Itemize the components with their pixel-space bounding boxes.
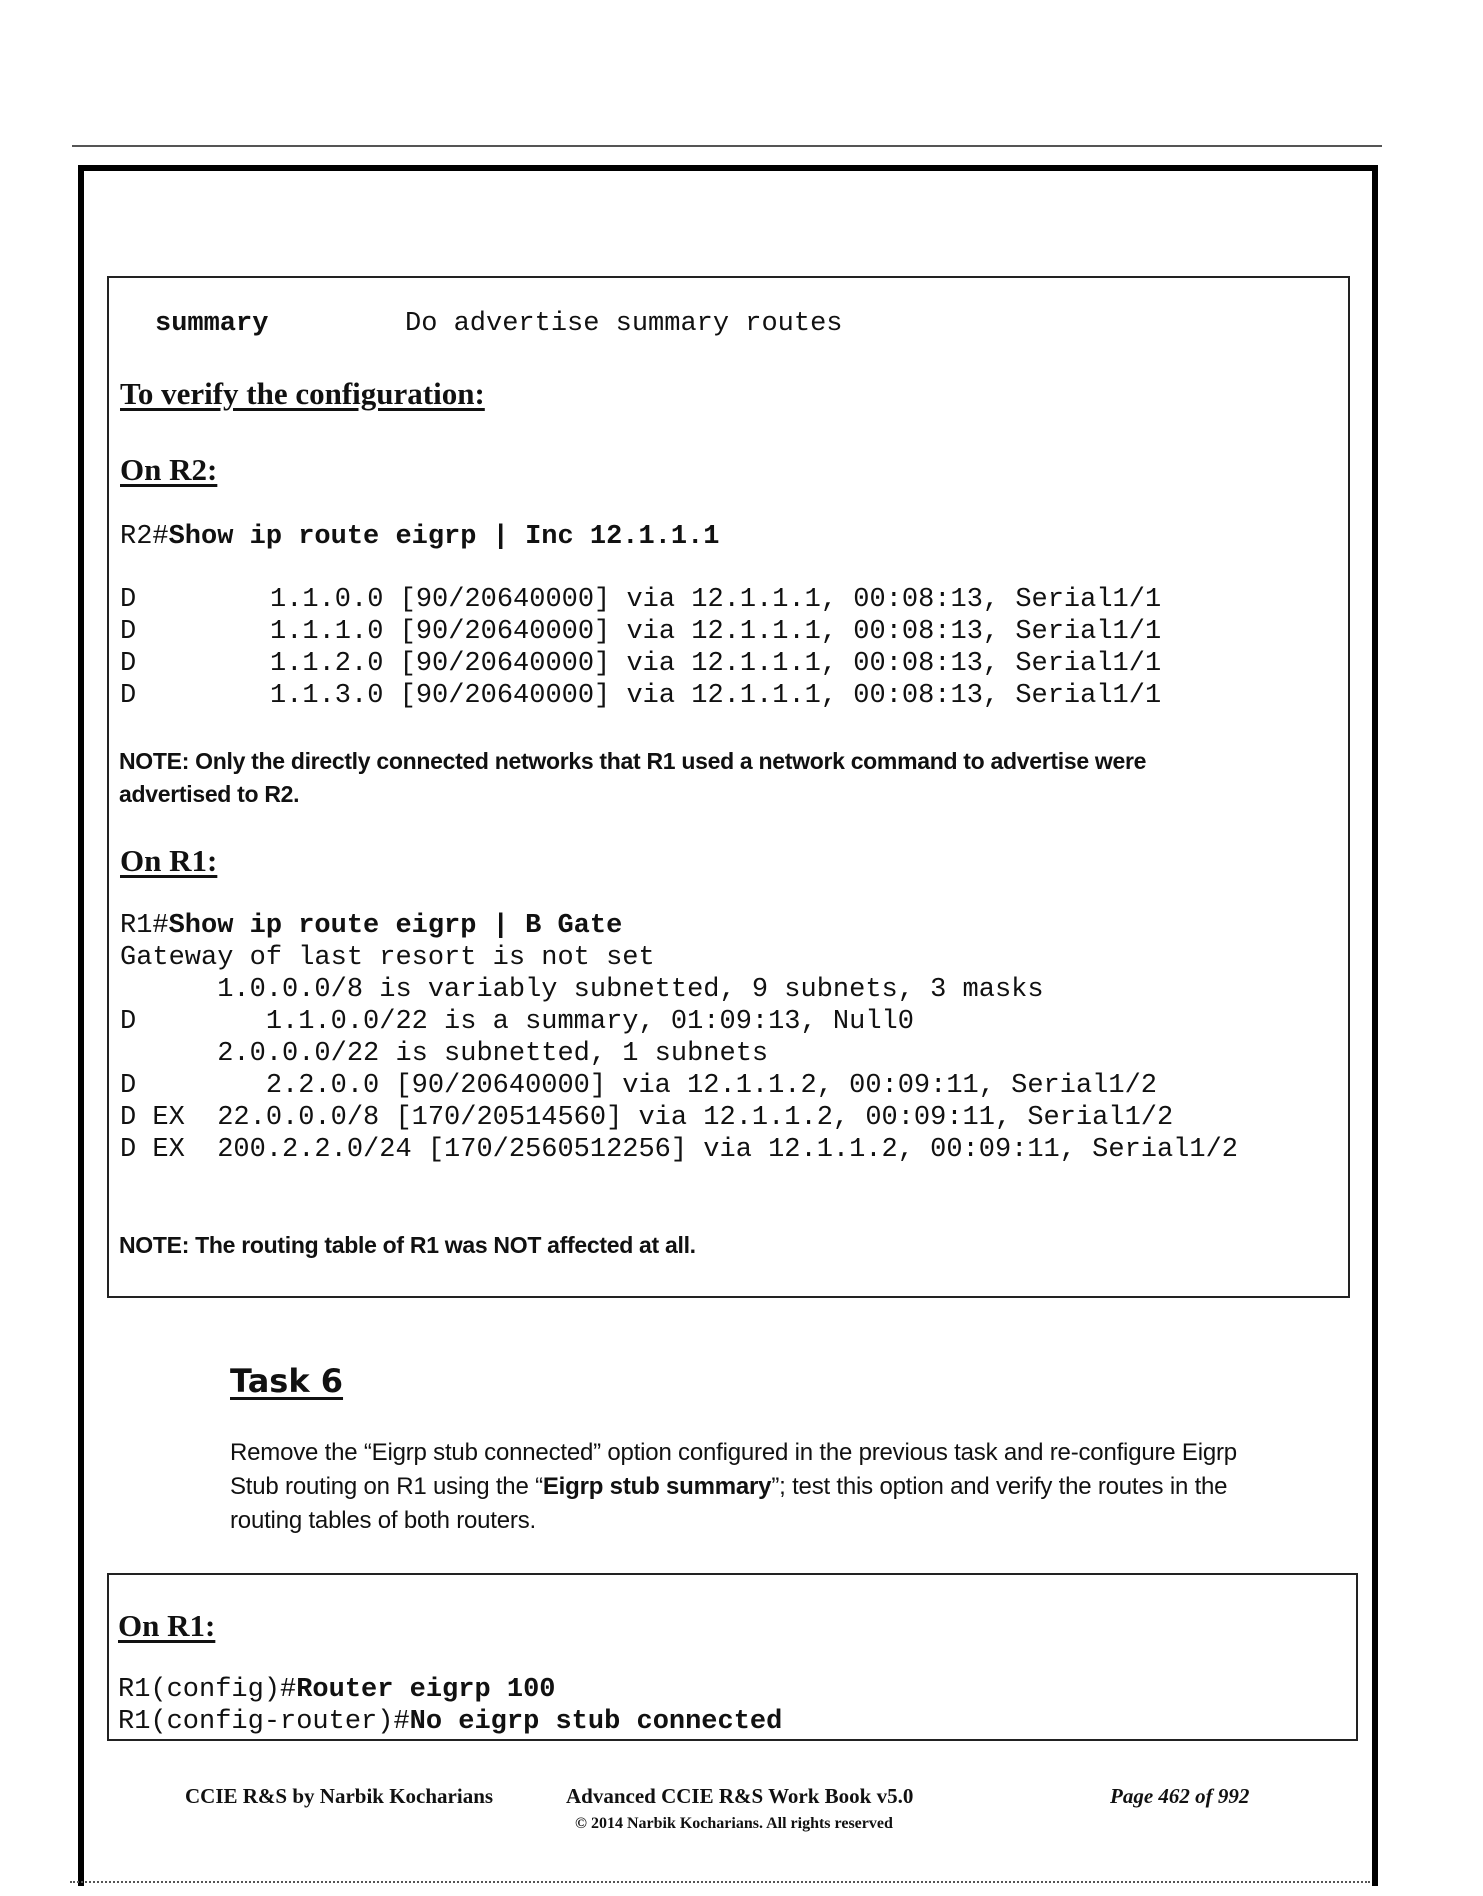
r2-command: Show ip route eigrp | Inc 12.1.1.1 [168, 522, 720, 552]
route-code: D [120, 585, 137, 615]
route-text: 1.1.3.0 [90/20640000] via 12.1.1.1, 00:08:13, Serial1/1 [270, 681, 1162, 711]
verify-heading: To verify the configuration: [120, 376, 485, 411]
r1-command: Show ip route eigrp | B Gate [168, 911, 623, 941]
note-line: NOTE: Only the directly connected networks that R1 used a network command to advertise were [119, 748, 1147, 774]
on-r1-config-heading: On R1: [118, 1608, 216, 1643]
summary-keyword: summary [155, 309, 269, 339]
on-r1-heading: On R1: [120, 843, 218, 878]
route-row [120, 616, 1161, 648]
task-text: ”; test this option and verify the routes in the routing tables of both routers. [230, 1473, 1228, 1534]
footer-author: CCIE R&S by Narbik Kocharians [185, 1784, 494, 1808]
footer-book-title: Advanced CCIE R&S Work Book v5.0 [566, 1784, 914, 1808]
route-text: 1.1.2.0 [90/20640000] via 12.1.1.1, 00:08:13, Serial1/1 [270, 649, 1162, 679]
task-text: Remove the “Eigrp stub connected” option configured in the previous task and re-configure Eigrp Stub routing on R1 using the “ [230, 1439, 1237, 1500]
route-text: 1.1.1.0 [90/20640000] via 12.1.1.1, 00:08:13, Serial1/1 [270, 617, 1162, 647]
on-r2-heading: On R2: [120, 452, 218, 487]
r1-prompt: R1# [120, 911, 169, 941]
output-line: D EX 200.2.2.0/24 [170/2560512256] via 12.1.1.2, 00:09:11, Serial1/2 [120, 1135, 1238, 1165]
output-line: D 1.1.0.0/22 is a summary, 01:09:13, Null0 [120, 1007, 914, 1037]
output-line: 2.0.0.0/22 is subnetted, 1 subnets [120, 1039, 769, 1069]
route-row [120, 680, 1161, 712]
route-code: D [120, 649, 137, 679]
config-prompt: R1(config-router)# [118, 1707, 410, 1737]
top-rule [72, 145, 1382, 147]
route-code: D [120, 681, 137, 711]
bottom-rule [70, 1881, 1370, 1883]
summary-description: Do advertise summary routes [405, 309, 843, 339]
task-description [230, 1436, 1260, 1538]
output-line: Gateway of last resort is not set [120, 943, 655, 973]
task-title: Task 6 [230, 1362, 344, 1400]
r1-command-line [120, 910, 622, 942]
note-line: advertised to R2. [119, 781, 300, 807]
route-row [120, 648, 1161, 680]
r2-prompt: R2# [120, 522, 169, 552]
config-prompt: R1(config)# [118, 1675, 297, 1705]
task-emphasis: Eigrp stub summary [542, 1473, 772, 1500]
config-line [118, 1674, 782, 1706]
config-commands [118, 1674, 782, 1738]
route-row [120, 584, 1161, 616]
config-line [118, 1706, 782, 1738]
output-line: D EX 22.0.0.0/8 [170/20514560] via 12.1.1.2, 00:09:11, Serial1/2 [120, 1103, 1174, 1133]
route-code: D [120, 617, 137, 647]
r2-route-table [120, 584, 1161, 712]
route-text: 1.1.0.0 [90/20640000] via 12.1.1.1, 00:08:13, Serial1/1 [270, 585, 1162, 615]
page-number: Page 462 of 992 [1110, 1784, 1250, 1808]
config-command: No eigrp stub connected [409, 1707, 783, 1737]
r1-route-output [120, 942, 1238, 1166]
output-line: 1.0.0.0/8 is variably subnetted, 9 subnets, 3 masks [120, 975, 1044, 1005]
footer-copyright: © 2014 Narbik Kocharians. All rights reserved [575, 1815, 893, 1832]
note-connected [119, 745, 1146, 811]
config-command: Router eigrp 100 [296, 1675, 556, 1705]
r2-command-line [120, 521, 720, 553]
note-routing-table: NOTE: The routing table of R1 was NOT affected at all. [119, 1232, 696, 1258]
output-line: D 2.2.0.0 [90/20640000] via 12.1.1.2, 00:09:11, Serial1/2 [120, 1071, 1157, 1101]
